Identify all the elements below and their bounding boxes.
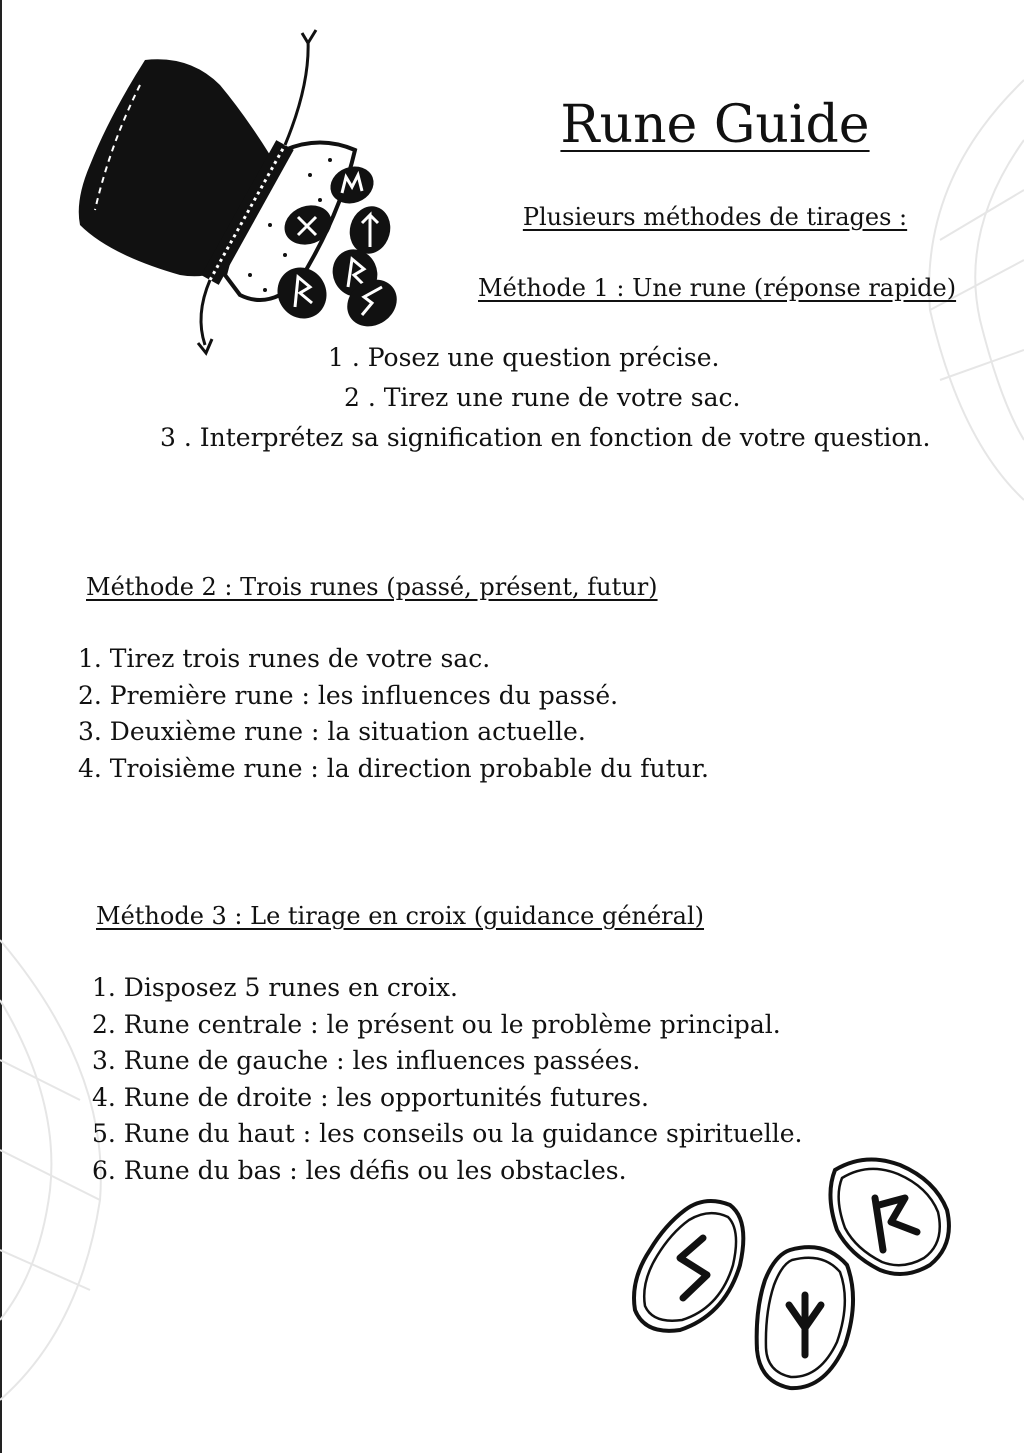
method-2-steps [78, 641, 709, 787]
method-1-step-1: 1 . Posez une question précise. [328, 343, 720, 372]
method-2-heading: Méthode 2 : Trois runes (passé, présent, futur) [86, 573, 658, 601]
rune-stones-icon [625, 1150, 960, 1395]
method-3-heading: Méthode 3 : Le tirage en croix (guidance général) [96, 902, 705, 930]
method-2-step-4: 4. Troisième rune : la direction probable du futur. [78, 753, 709, 783]
method-3-step-6: 6. Rune du bas : les défis ou les obstacles. [92, 1155, 627, 1185]
method-3-step-1: 1. Disposez 5 runes en croix. [92, 973, 458, 1002]
method-1-step-3: 3 . Interprétez sa signification en fonction de votre question. [160, 423, 931, 452]
method-3-step-4: 4. Rune de droite : les opportunités futures. [92, 1082, 649, 1112]
method-1-steps [100, 338, 970, 458]
method-1-heading: Méthode 1 : Une rune (réponse rapide) [478, 274, 957, 302]
method-3-step-3: 3. Rune de gauche : les influences passées. [92, 1046, 641, 1075]
methods-subtitle: Plusieurs méthodes de tirages : [522, 203, 908, 231]
method-2-step-3: 3. Deuxième rune : la situation actuelle. [78, 717, 586, 746]
method-2-step-2: 2. Première rune : les influences du passé. [78, 680, 619, 710]
rune-bag-icon [70, 25, 410, 365]
method-1-step-2: 2 . Tirez une rune de votre sac. [344, 383, 741, 412]
page-title: Rune Guide [560, 95, 870, 155]
method-3-step-2: 2. Rune centrale : le présent ou le problème principal. [92, 1009, 781, 1039]
method-2-step-1: 1. Tirez trois runes de votre sac. [78, 644, 491, 673]
method-3-step-5: 5. Rune du haut : les conseils ou la guidance spirituelle. [92, 1119, 803, 1148]
